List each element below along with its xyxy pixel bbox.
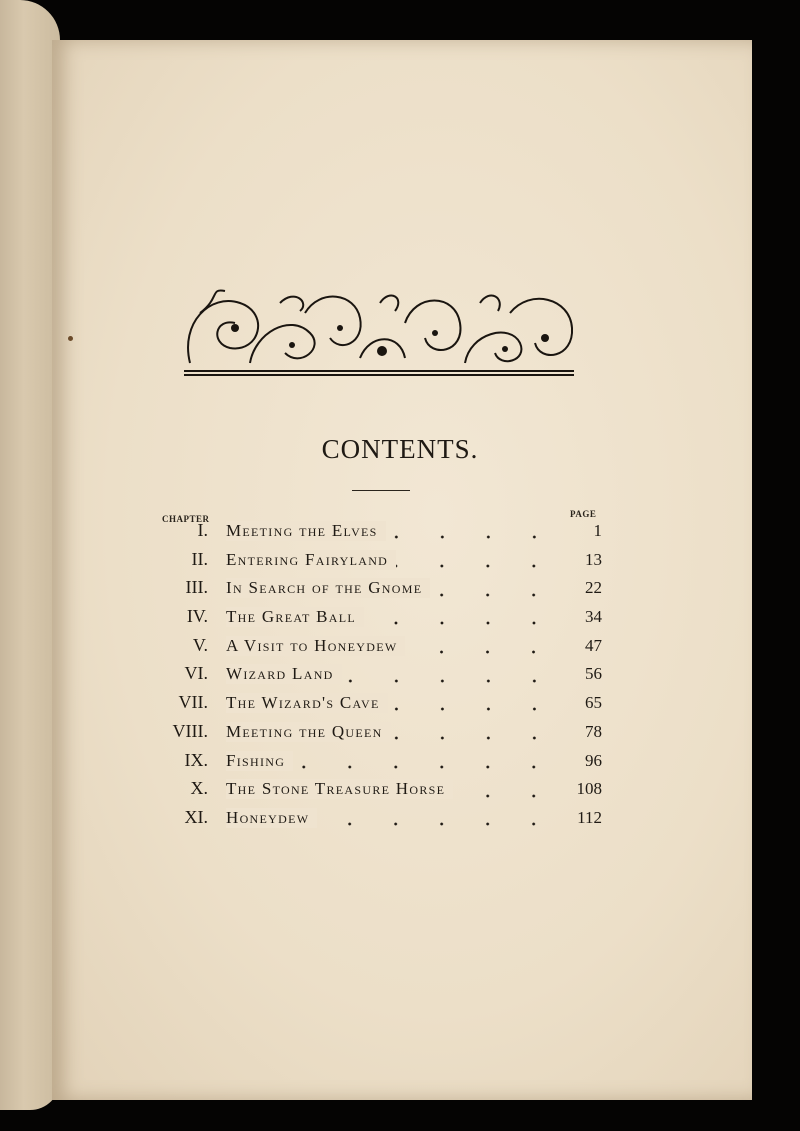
chapter-number: VI. [184,663,208,684]
toc-entry[interactable] [150,663,602,692]
chapter-title: Fishing [226,751,293,771]
toc-entry[interactable] [150,635,602,664]
page-column-header: PAGE [570,509,597,519]
chapter-number: VIII. [172,720,208,741]
toc-entry[interactable] [150,692,602,721]
dot-leader [405,650,554,654]
chapter-number: II. [191,548,208,569]
page-number: 22 [585,578,602,598]
page-number: 13 [585,549,602,569]
page-number: 108 [576,779,602,799]
chapter-number: VII. [178,692,208,713]
chapter-title: The Stone Treasure Horse [226,779,453,799]
page-number: 96 [585,750,602,770]
dot-leader [342,679,554,683]
page-number: 65 [585,693,602,713]
chapter-title: Honeydew [226,808,317,828]
paper-spot [68,336,73,341]
page-number: 78 [585,721,602,741]
toc-entry[interactable] [150,721,602,750]
toc-entry[interactable] [150,577,602,606]
chapter-title: The Wizard's Cave [226,693,388,713]
dot-leader [430,593,554,597]
toc-entry[interactable] [150,807,602,836]
dot-leader [317,822,554,826]
dot-leader [293,765,554,769]
chapter-number: IX. [184,749,208,770]
left-page-edge [0,0,60,1110]
chapter-number: XI. [184,806,208,827]
dot-leader [388,707,554,711]
page-number: 112 [577,807,602,827]
toc-entry[interactable] [150,520,602,549]
chapter-title: The Great Ball [226,607,364,627]
chapter-title: Meeting the Queen [226,722,391,742]
dot-leader [453,794,554,798]
chapter-number: III. [185,577,208,598]
chapter-title: Meeting the Elves [226,521,386,541]
chapter-number: IV. [186,606,208,627]
page-number: 56 [585,664,602,684]
dot-leader [386,535,554,539]
chapter-column-header: CHAPTER [162,514,210,524]
page-title: CONTENTS. [321,434,479,464]
toc-entry[interactable] [150,549,602,578]
table-of-contents [150,520,602,836]
toc-entry[interactable] [150,778,602,807]
title-rule [352,490,410,491]
chapter-number: X. [190,778,208,799]
chapter-title: Entering Fairyland [226,550,396,570]
chapter-number: I. [197,520,208,540]
chapter-title: A Visit to Honeydew [226,636,405,656]
dot-leader [396,564,554,568]
chapter-number: V. [192,634,208,655]
page-number: 34 [585,607,602,627]
chapter-title: In Search of the Gnome [226,578,430,598]
dot-leader [364,621,554,625]
page-number: 47 [585,635,602,655]
page-number: 1 [593,521,602,540]
chapter-title: Wizard Land [226,664,342,684]
toc-entry[interactable] [150,606,602,635]
toc-entry[interactable] [150,750,602,779]
decorative-scroll-ornament [180,283,578,379]
dot-leader [391,736,554,740]
